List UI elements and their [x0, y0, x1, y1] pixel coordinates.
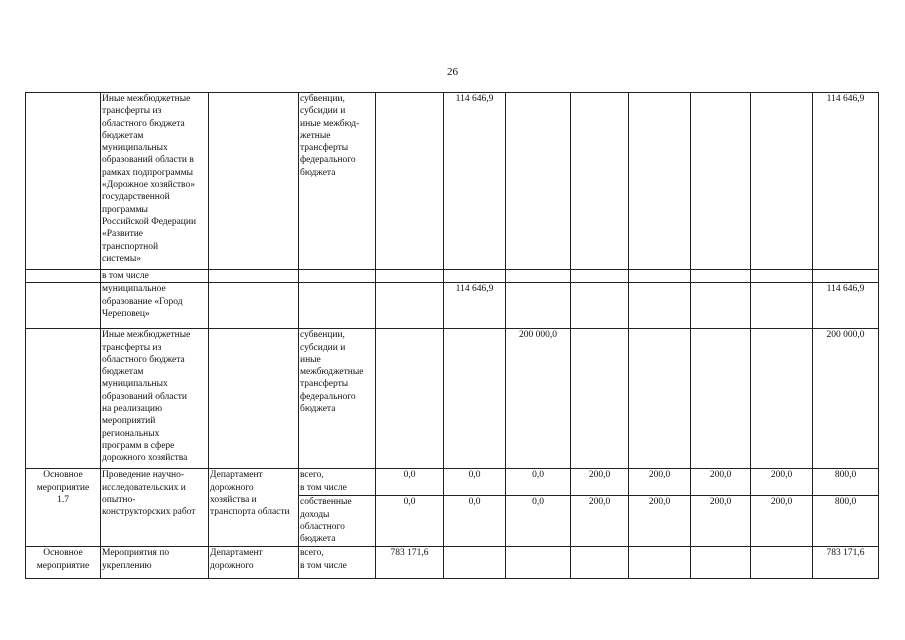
- cell-value: 114 646,9: [444, 283, 506, 329]
- page-number: 26: [447, 66, 458, 78]
- cell-executor: [209, 93, 299, 270]
- cell-status: Основное мероприятие: [26, 547, 101, 579]
- cell-executor: Департамент дорожного: [209, 547, 299, 579]
- cell-value: [691, 283, 751, 329]
- cell-status: Основное мероприятие 1.7: [26, 469, 101, 547]
- cell-total: 200 000,0: [813, 329, 879, 469]
- cell-value: [571, 547, 629, 579]
- cell-name: Мероприятия по укреплению: [101, 547, 209, 579]
- cell-value: [751, 270, 813, 283]
- cell-value: [571, 283, 629, 329]
- table-row: [26, 329, 879, 469]
- cell-source: всего, в том числе: [299, 547, 376, 579]
- table-row: [26, 547, 879, 579]
- cell-name: в том числе: [101, 270, 209, 283]
- cell-executor: [209, 329, 299, 469]
- cell-executor: [209, 270, 299, 283]
- cell-value: 200,0: [751, 469, 813, 496]
- budget-table: [25, 92, 879, 579]
- cell-value: [629, 283, 691, 329]
- cell-value: [751, 329, 813, 469]
- cell-value: [376, 283, 444, 329]
- cell-value: [376, 93, 444, 270]
- cell-name: муниципальное образование «Город Череповец»: [101, 283, 209, 329]
- cell-value: [376, 270, 444, 283]
- table-row: [26, 469, 879, 496]
- cell-value: [506, 547, 571, 579]
- cell-source: субвенции, субсидии и иные межбюд- жетные трансферты федерального бюджета: [299, 93, 376, 270]
- cell-value: [691, 270, 751, 283]
- table-row: [26, 93, 879, 270]
- cell-value: 0,0: [444, 469, 506, 496]
- cell-value: 200,0: [629, 496, 691, 547]
- cell-value: [571, 329, 629, 469]
- cell-name: Проведение научно- исследовательских и опытно- конструкторских работ: [101, 469, 209, 547]
- cell-value: [444, 270, 506, 283]
- cell-executor: [209, 283, 299, 329]
- cell-value: 783 171,6: [376, 547, 444, 579]
- cell-value: [506, 283, 571, 329]
- cell-value: [629, 329, 691, 469]
- table-row: [26, 270, 879, 283]
- cell-source: всего, в том числе: [299, 469, 376, 496]
- cell-status: [26, 270, 101, 283]
- cell-value: 200,0: [571, 469, 629, 496]
- cell-total: [813, 270, 879, 283]
- cell-value: 0,0: [506, 469, 571, 496]
- cell-source: собственные доходы областного бюджета: [299, 496, 376, 547]
- cell-value: [629, 93, 691, 270]
- cell-value: [571, 93, 629, 270]
- cell-value: [751, 547, 813, 579]
- cell-name: Иные межбюджетные трансферты из областного бюджета бюджетам муниципальных образований области на реализацию мероприятий региональных программ в сфере дорожного хозяйства: [101, 329, 209, 469]
- cell-total: 783 171,6: [813, 547, 879, 579]
- cell-total: 114 646,9: [813, 283, 879, 329]
- cell-value: 200,0: [691, 469, 751, 496]
- table-row: [26, 283, 879, 329]
- cell-value: [376, 329, 444, 469]
- cell-value: [506, 93, 571, 270]
- cell-source: [299, 270, 376, 283]
- cell-value: [444, 547, 506, 579]
- cell-total: 114 646,9: [813, 93, 879, 270]
- cell-status: [26, 329, 101, 469]
- cell-value: 200 000,0: [506, 329, 571, 469]
- cell-value: 200,0: [691, 496, 751, 547]
- cell-value: [751, 283, 813, 329]
- cell-value: 200,0: [571, 496, 629, 547]
- cell-name: Иные межбюджетные трансферты из областного бюджета бюджетам муниципальных образований области в рамках подпрограммы «Дорожное хозяйство» государственной программы Российской Федерации «Развитие транспортной системы»: [101, 93, 209, 270]
- cell-value: 114 646,9: [444, 93, 506, 270]
- cell-value: 0,0: [376, 496, 444, 547]
- cell-value: [506, 270, 571, 283]
- cell-value: [629, 547, 691, 579]
- cell-executor: Департамент дорожного хозяйства и транспорта области: [209, 469, 299, 547]
- cell-source: [299, 283, 376, 329]
- cell-source: субвенции, субсидии и иные межбюджетные трансферты федерального бюджета: [299, 329, 376, 469]
- cell-value: [444, 329, 506, 469]
- cell-value: [691, 93, 751, 270]
- cell-value: 0,0: [444, 496, 506, 547]
- cell-value: 200,0: [629, 469, 691, 496]
- cell-value: [571, 270, 629, 283]
- cell-value: 0,0: [506, 496, 571, 547]
- cell-value: [691, 547, 751, 579]
- cell-status: [26, 93, 101, 270]
- cell-status: [26, 283, 101, 329]
- cell-total: 800,0: [813, 496, 879, 547]
- cell-value: [629, 270, 691, 283]
- cell-total: 800,0: [813, 469, 879, 496]
- cell-value: 0,0: [376, 469, 444, 496]
- cell-value: [691, 329, 751, 469]
- cell-value: 200,0: [751, 496, 813, 547]
- cell-value: [751, 93, 813, 270]
